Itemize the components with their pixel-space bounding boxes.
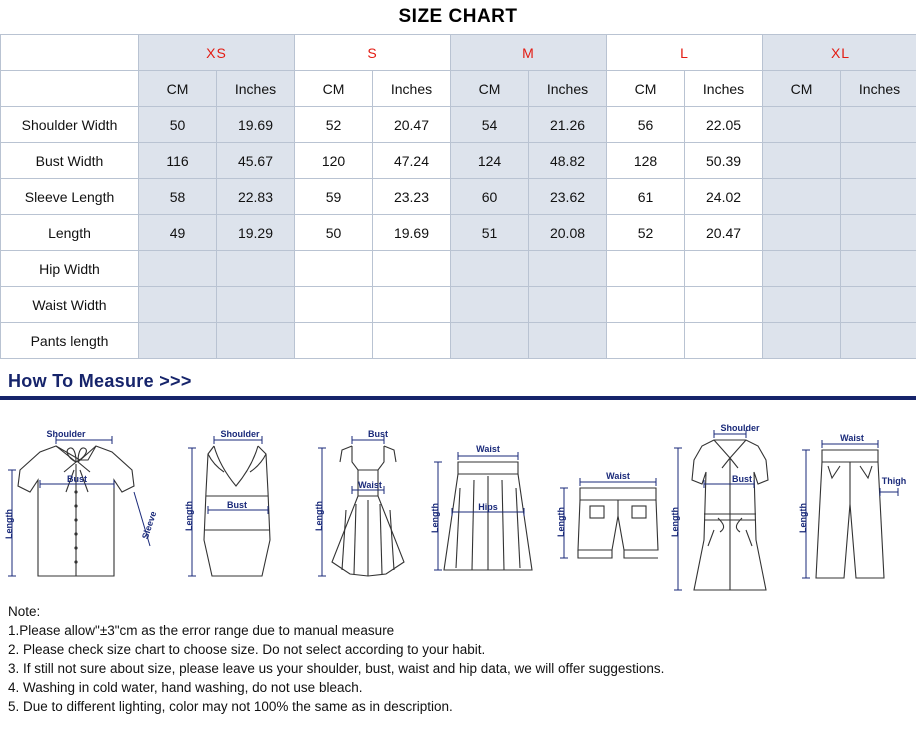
- figure-coat: [668, 400, 796, 596]
- cell: 49: [139, 215, 217, 251]
- cell: 50: [295, 215, 373, 251]
- fig-label-sleeve: Sleeve: [139, 509, 159, 541]
- figure-skirt: [430, 400, 548, 596]
- cell: [685, 287, 763, 323]
- fig-label-bust: Bust: [67, 474, 87, 484]
- cell: 22.05: [685, 107, 763, 143]
- cell: [763, 107, 841, 143]
- fig-label-length: Length: [556, 507, 566, 537]
- cell: [841, 107, 916, 143]
- fig-label-thigh: Thigh: [881, 476, 907, 486]
- units-corner-cell: [1, 71, 139, 107]
- table-row: [1, 287, 916, 323]
- row-label-waist-width: Waist Width: [1, 287, 139, 323]
- cell: [763, 323, 841, 359]
- cell: 19.29: [217, 215, 295, 251]
- cell: 20.08: [529, 215, 607, 251]
- fig-label-bust: Bust: [368, 429, 388, 439]
- note-line-5: 5. Due to different lighting, color may not 100% the same as in description.: [8, 699, 453, 714]
- table-corner-cell: [1, 35, 139, 71]
- unit-xl-cm: CM: [763, 71, 841, 107]
- fig-label-length: Length: [184, 501, 194, 531]
- row-label-sleeve-length: Sleeve Length: [1, 179, 139, 215]
- cell: [841, 179, 916, 215]
- table-row: [1, 323, 916, 359]
- cell: [451, 287, 529, 323]
- table-row: [1, 251, 916, 287]
- table-row-units: [1, 71, 916, 107]
- unit-m-cm: CM: [451, 71, 529, 107]
- fig-label-bust: Bust: [227, 500, 247, 510]
- cell: [139, 251, 217, 287]
- cell: 48.82: [529, 143, 607, 179]
- unit-l-cm: CM: [607, 71, 685, 107]
- cell: 51: [451, 215, 529, 251]
- notes-heading: Note:: [8, 604, 41, 619]
- cell: 60: [451, 179, 529, 215]
- table-row: [1, 179, 916, 215]
- cell: [529, 251, 607, 287]
- cell: 61: [607, 179, 685, 215]
- cell: 120: [295, 143, 373, 179]
- cell: [607, 323, 685, 359]
- cell: [841, 323, 916, 359]
- cell: [373, 287, 451, 323]
- cell: 23.62: [529, 179, 607, 215]
- unit-xs-cm: CM: [139, 71, 217, 107]
- figure-shorts: [548, 400, 678, 596]
- cell: [217, 251, 295, 287]
- cell: [295, 323, 373, 359]
- cell: 20.47: [373, 107, 451, 143]
- cell: [685, 323, 763, 359]
- unit-s-cm: CM: [295, 71, 373, 107]
- unit-l-in: Inches: [685, 71, 763, 107]
- fig-label-hips: Hips: [478, 502, 498, 512]
- row-label-bust-width: Bust Width: [1, 143, 139, 179]
- cell: [763, 143, 841, 179]
- note-line-3: 3. If still not sure about size, please leave us your shoulder, bust, waist and hip data, we will offer suggestions.: [8, 661, 665, 676]
- cell: [607, 251, 685, 287]
- cell: 24.02: [685, 179, 763, 215]
- cell: 59: [295, 179, 373, 215]
- cell: 20.47: [685, 215, 763, 251]
- measure-figures: [0, 400, 916, 596]
- cell: [685, 251, 763, 287]
- fig-label-length: Length: [430, 503, 440, 533]
- size-chart-table: [0, 34, 916, 359]
- row-label-pants-length: Pants length: [1, 323, 139, 359]
- unit-xs-in: Inches: [217, 71, 295, 107]
- figure-pants: [796, 400, 912, 596]
- cell: [529, 287, 607, 323]
- row-label-length: Length: [1, 215, 139, 251]
- cell: [217, 323, 295, 359]
- cell: [529, 323, 607, 359]
- figure-camisole: [178, 400, 298, 596]
- row-label-hip-width: Hip Width: [1, 251, 139, 287]
- fig-label-waist: Waist: [358, 480, 382, 490]
- fig-label-length: Length: [4, 509, 14, 539]
- fig-label-shoulder: Shoulder: [46, 429, 86, 439]
- cell: [451, 323, 529, 359]
- cell: [217, 287, 295, 323]
- figure-dress: [308, 400, 428, 596]
- cell: [763, 179, 841, 215]
- how-to-measure-section: [0, 369, 916, 596]
- fig-label-bust: Bust: [732, 474, 752, 484]
- row-label-shoulder-width: Shoulder Width: [1, 107, 139, 143]
- cell: 50.39: [685, 143, 763, 179]
- cell: [373, 323, 451, 359]
- cell: 56: [607, 107, 685, 143]
- cell: 54: [451, 107, 529, 143]
- cell: 124: [451, 143, 529, 179]
- cell: 52: [295, 107, 373, 143]
- fig-label-shoulder: Shoulder: [220, 429, 260, 439]
- fig-label-length: Length: [670, 507, 680, 537]
- size-header-l: L: [607, 35, 763, 71]
- how-to-measure-heading: How To Measure >>>: [8, 371, 192, 391]
- cell: 128: [607, 143, 685, 179]
- fig-label-length: Length: [798, 503, 808, 533]
- notes-section: [0, 596, 916, 716]
- cell: [607, 287, 685, 323]
- table-row-sizes: [1, 35, 916, 71]
- size-header-xs: XS: [139, 35, 295, 71]
- note-line-2: 2. Please check size chart to choose size. Do not select according to your habit.: [8, 642, 486, 657]
- fig-label-waist: Waist: [476, 444, 500, 454]
- cell: [139, 323, 217, 359]
- cell: [139, 287, 217, 323]
- fig-label-waist: Waist: [606, 471, 630, 481]
- cell: [763, 251, 841, 287]
- cell: [841, 215, 916, 251]
- cell: 21.26: [529, 107, 607, 143]
- fig-label-length: Length: [314, 501, 324, 531]
- size-header-s: S: [295, 35, 451, 71]
- note-line-1: 1.Please allow"±3"cm as the error range due to manual measure: [8, 623, 395, 638]
- cell: [841, 287, 916, 323]
- cell: 52: [607, 215, 685, 251]
- cell: [841, 143, 916, 179]
- cell: 50: [139, 107, 217, 143]
- page-title: SIZE CHART: [398, 6, 518, 27]
- cell: [373, 251, 451, 287]
- unit-m-in: Inches: [529, 71, 607, 107]
- unit-xl-in: Inches: [841, 71, 916, 107]
- cell: 19.69: [217, 107, 295, 143]
- cell: [841, 251, 916, 287]
- cell: 45.67: [217, 143, 295, 179]
- cell: 47.24: [373, 143, 451, 179]
- figure-blouse: [4, 400, 172, 596]
- table-row: [1, 143, 916, 179]
- cell: 23.23: [373, 179, 451, 215]
- cell: 19.69: [373, 215, 451, 251]
- fig-label-waist: Waist: [840, 433, 864, 443]
- cell: [763, 215, 841, 251]
- table-row: [1, 215, 916, 251]
- cell: [763, 287, 841, 323]
- cell: 22.83: [217, 179, 295, 215]
- cell: 116: [139, 143, 217, 179]
- size-header-m: M: [451, 35, 607, 71]
- size-header-xl: XL: [763, 35, 916, 71]
- cell: [295, 287, 373, 323]
- cell: [295, 251, 373, 287]
- note-line-4: 4. Washing in cold water, hand washing, do not use bleach.: [8, 680, 363, 695]
- fig-label-shoulder: Shoulder: [720, 423, 760, 433]
- cell: [451, 251, 529, 287]
- table-row: [1, 107, 916, 143]
- unit-s-in: Inches: [373, 71, 451, 107]
- cell: 58: [139, 179, 217, 215]
